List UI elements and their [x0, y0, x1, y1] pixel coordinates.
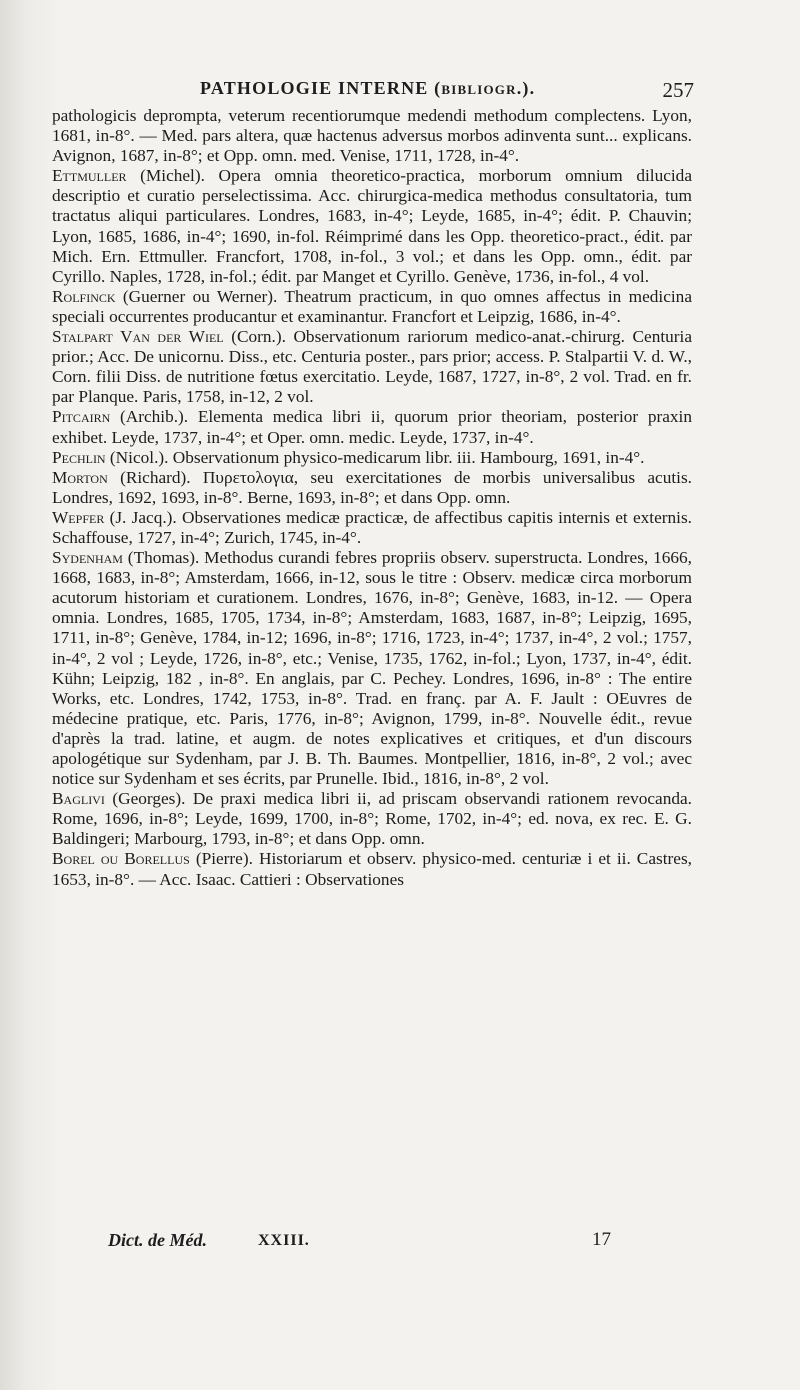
- entry-text: (Nicol.). Observationum physico-medicarum libr. iii. Hambourg, 1691, in-4°.: [105, 447, 645, 467]
- entry-text: (Georges). De praxi medica libri ii, ad priscam observandi rationem revocanda. Rome, 1696, in-8°; Leyde, 1699, 1700, in-8°; Rome, 1702, in-4°; ed. nova, ex rec. E. G. Baldingeri; Marbourg, 1793, in-8°; et dans Opp. omn.: [52, 789, 692, 849]
- bibliography-entry: [52, 166, 692, 287]
- bibliography-entry: [52, 849, 692, 889]
- bibliography-entry: [52, 789, 692, 849]
- bibliography-entry: [52, 407, 692, 447]
- entry-author: Ettmuller: [52, 166, 127, 186]
- bibliography-entry: [52, 468, 692, 508]
- bibliography-entry: [52, 106, 692, 166]
- entry-text: (Thomas). Methodus curandi febres propriis observ. superstructa. Londres, 1666, 1668, 1683, in-8°; Amsterdam, 1666, in-12, sous le titre : Observ. medicæ circa morborum acutorum historiam et curationem. Londres, 1676, in-8°; Genève, 1683, in-12. — Opera omnia. Londres, 1685, 1705, 1734, in-8°; Amsterdam, 1683, 1687, in-8°; Leipzig, 1695, 1711, in-8°; Genève, 1784, in-12; 1696, in-8°; 1716, 1723, in-4°; 1737, in-4°, 2 vol.; 1757, in-4°, 2 vol ; Leyde, 1726, in-8°, etc.; Venise, 1735, 1762, in-fol.; Lyon, 1737, in-4°, édit. Kühn; Leipzig, 182 , in-8°. En anglais, par C. Pechey. Londres, 1696, in-8° : The entire Works, etc. Londres, 1742, 1753, in-8°. Trad. en franç. par A. F. Jault : OEuvres de médecine pratique, etc. Paris, 1776, in-8°; Avignon, 1799, in-8°. Nouvelle édit., revue d'après la trad. latine, et augm. de notes explicatives et critiques, et d'un discours apologétique sur Sydenham, par J. B. Th. Baumes. Montpellier, 1816, in-8°, 2 vol.; avec notice sur Sydenham et ses écrits, par Prunelle. Ibid., 1816, in-8°, 2 vol.: [52, 548, 692, 789]
- bibliography-entry: [52, 448, 692, 468]
- entry-author: Borel ou Borellus: [52, 849, 190, 869]
- entry-text: (Pierre). Historiarum et observ. physico-med. centuriæ i et ii. Castres, 1653, in-8°. — Acc. Isaac. Cattieri : Observationes: [52, 849, 693, 889]
- entry-author: Pitcairn: [52, 407, 111, 427]
- entry-author: Stalpart Van der Wiel: [52, 327, 224, 347]
- bibliography-text: [52, 106, 692, 890]
- page-footer: [0, 1226, 800, 1256]
- entry-author: Rolfinck: [52, 286, 116, 306]
- entry-text: (Michel). Opera omnia theoretico-practica, morborum omnium dilucida descriptio et curatio perselectissima. Acc. chirurgica-medica methodus consultatoria, tum tractatus aliqui particulares. Londres, 1683, in-4°; Leyde, 1685, in-4°; édit. P. Chauvin; Lyon, 1685, 1686, in-4°; 1690, in-fol. Réimprimé dans les Opp. theoretico-pract., édit. par Mich. Ern. Ettmuller. Francfort, 1708, in-fol., 3 vol.; et dans les Opp. omn., édit. par Cyrillo. Naples, 1728, in-fol.; édit. par Manget et Cyrillo. Genève, 1736, in-fol., 4 vol.: [52, 166, 692, 286]
- entry-text: (Archib.). Elementa medica libri ii, quorum prior theoriam, posterior praxin exhibet. Leyde, 1737, in-4°; et Oper. omn. medic. Leyde, 1737, in-4°.: [52, 407, 692, 447]
- entry-author: Morton: [52, 467, 108, 487]
- page-number: 257: [662, 78, 694, 102]
- volume-number: XXIII.: [258, 1232, 310, 1249]
- entry-author: Pechlin: [52, 447, 106, 467]
- running-title: PATHOLOGIE INTERNE (bibliogr.).: [200, 78, 536, 98]
- sheet-number: 17: [592, 1229, 611, 1250]
- entry-author: Wepfer: [52, 507, 105, 527]
- entry-text: (Guerner ou Werner). Theatrum practicum, in quo omnes affectus in medicina speciali occurrentes producantur et examinantur. Francfort et Leipzig, 1686, in-4°.: [52, 286, 692, 326]
- entry-author: Baglivi: [52, 789, 105, 809]
- bibliography-entry: [52, 327, 692, 407]
- entry-text: pathologicis deprompta, veterum recentiorumque medendi methodum complectens. Lyon, 1681, in-8°. — Med. pars altera, quæ hactenus adversus morbos adinventa sunt... explicans. Avignon, 1687, in-8°; et Opp. omn. med. Venise, 1711, 1728, in-4°.: [52, 106, 692, 166]
- bibliography-entry: [52, 548, 692, 789]
- running-header: [0, 72, 800, 106]
- bibliography-entry: [52, 508, 692, 548]
- bibliography-entry: [52, 287, 692, 327]
- entry-text: (Richard). Πυρετολογια, seu exercitationes de morbis universalibus acutis. Londres, 1692, 1693, in-8°. Berne, 1693, in-8°; et dans Opp. omn.: [52, 467, 692, 507]
- signature-mark: Dict. de Méd.: [108, 1230, 207, 1250]
- entry-author: Sydenham: [52, 548, 123, 568]
- entry-text: (Corn.). Observationum rariorum medico-anat.-chirurg. Centuria prior.; Acc. De unicornu. Diss., etc. Centuria poster., pars prior; access. P. Stalpartii V. d. W., Corn. filii Diss. de nutritione fœtus exercitatio. Leyde, 1687, 1727, in-8°, 2 vol. Trad. en fr. par Planque. Paris, 1758, in-12, 2 vol.: [52, 327, 692, 407]
- entry-text: (J. Jacq.). Observationes medicæ practicæ, de affectibus capitis internis et externis. Schaffouse, 1727, in-4°; Zurich, 1745, in-4°.: [52, 507, 692, 547]
